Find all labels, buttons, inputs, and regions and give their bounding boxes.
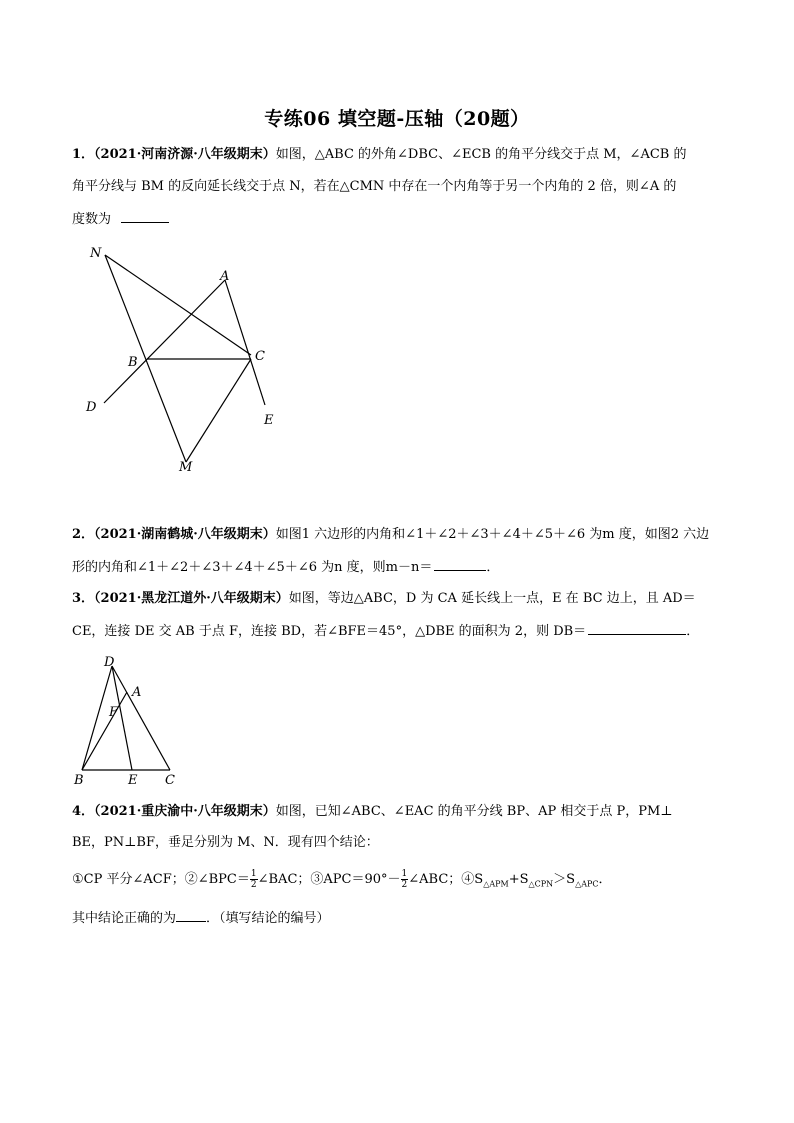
q2-number: 2．	[72, 527, 95, 542]
q4-frac2-num: 1	[401, 869, 408, 879]
q3-number: 3．	[72, 591, 95, 606]
q4-frac2-den: 2	[401, 880, 408, 890]
q1-label-N: N	[90, 246, 102, 261]
q1-seg-CM	[186, 359, 251, 462]
q1-label-M: M	[179, 460, 193, 475]
q3-text2: CE，连接 DE 交 AB 于点 F，连接 BD，若∠BFE＝45°，△DBE 的面积为 2，则 DB＝	[72, 624, 587, 639]
q1-seg-AE	[225, 280, 265, 405]
q4-c4: ．	[598, 872, 612, 887]
q4-c2: ∠BAC；③APC＝90°－	[257, 872, 401, 887]
q1-line2: 角平分线与 BM 的反向延长线交于点 N，若在△CMN 中存在一个内角等于另一个内角的 2 倍，则∠A 的	[72, 179, 677, 194]
q3-figure	[70, 652, 190, 787]
q4-text4: 其中结论正确的为	[72, 911, 177, 926]
q3-text1: 如图，等边△ABC，D 为 CA 延长线上一点，E 在 BC 边上，且 AD＝	[288, 591, 696, 606]
q1-text3: 度数为	[72, 212, 112, 227]
q1-text1: 如图，△ABC 的外角∠DBC、∠ECB 的角平分线交于点 M，∠ACB 的	[275, 147, 687, 162]
q4-line1	[72, 802, 673, 822]
q1-line1	[72, 145, 686, 165]
q3-seg-DC	[112, 666, 170, 770]
q3-label-E: E	[128, 773, 138, 787]
q4-sub3: △APC	[575, 879, 599, 889]
q4-conclusions	[72, 868, 612, 897]
q4-number: 4．	[72, 804, 95, 819]
q4-frac1-num: 1	[250, 869, 257, 879]
q2-line1	[72, 525, 709, 545]
q2-end: ．	[486, 560, 500, 575]
q1-number: 1．	[72, 147, 95, 162]
q1-label-A: A	[220, 269, 230, 284]
q4-frac1-den: 2	[250, 880, 257, 890]
q2-source: （2021·湖南鹤城·八年级期末）	[94, 527, 276, 542]
q3-label-A: A	[132, 685, 142, 700]
q1-label-B: B	[128, 355, 138, 370]
q3-seg-BA	[82, 692, 127, 770]
q3-seg-DB	[82, 666, 112, 770]
q4-c1: ①CP 平分∠ACF；②∠BPC＝	[72, 872, 250, 887]
q1-label-C: C	[255, 349, 265, 364]
page-title: 专练06 填空题-压轴（20题）	[264, 108, 530, 130]
q4-line2: BE，PN⊥BF，垂足分别为 M、N．现有四个结论：	[72, 835, 379, 850]
q3-label-B: B	[74, 773, 84, 787]
q4-line4	[72, 907, 330, 929]
q1-source: （2021·河南济源·八年级期末）	[94, 147, 276, 162]
q1-label-D: D	[86, 400, 97, 415]
q1-answer-blank[interactable]	[121, 208, 169, 223]
q3-source: （2021·黑龙江道外·八年级期末）	[94, 591, 289, 606]
q2-answer-blank[interactable]	[434, 556, 486, 571]
q4-text4-end: ．（填写结论的编号）	[206, 911, 330, 926]
q4-sub2: △CPN	[528, 879, 554, 889]
q2-text2: 形的内角和∠1＋∠2＋∠3＋∠4＋∠5＋∠6 为n 度，则m－n＝	[72, 560, 433, 575]
q3-answer-blank[interactable]	[588, 620, 686, 635]
q3-label-C: C	[165, 773, 175, 787]
q3-line2	[72, 620, 699, 642]
q4-source: （2021·重庆渝中·八年级期末）	[94, 804, 276, 819]
q3-line1	[72, 589, 696, 609]
q4-text1: 如图，已知∠ABC、∠EAC 的角平分线 BP、AP 相交于点 P，PM⊥	[275, 804, 673, 819]
q2-line2	[72, 556, 499, 578]
q4-fraction-1	[250, 869, 258, 890]
q2-text1: 如图1 六边形的内角和∠1＋∠2＋∠3＋∠4＋∠5＋∠6 为m 度，如图2 六边	[275, 527, 710, 542]
q4-plus: +S	[508, 872, 529, 887]
q1-figure	[70, 235, 310, 480]
q4-gt: ＞S	[553, 872, 576, 887]
q3-end: ．	[686, 624, 700, 639]
q4-sub1: △APM	[483, 879, 509, 889]
q1-line3	[72, 208, 169, 230]
q4-answer-blank[interactable]	[176, 907, 206, 922]
q3-label-D: D	[104, 655, 115, 670]
q4-c3: ∠ABC；④S	[408, 872, 484, 887]
q3-label-F: F	[109, 705, 119, 720]
q1-label-E: E	[264, 413, 274, 428]
